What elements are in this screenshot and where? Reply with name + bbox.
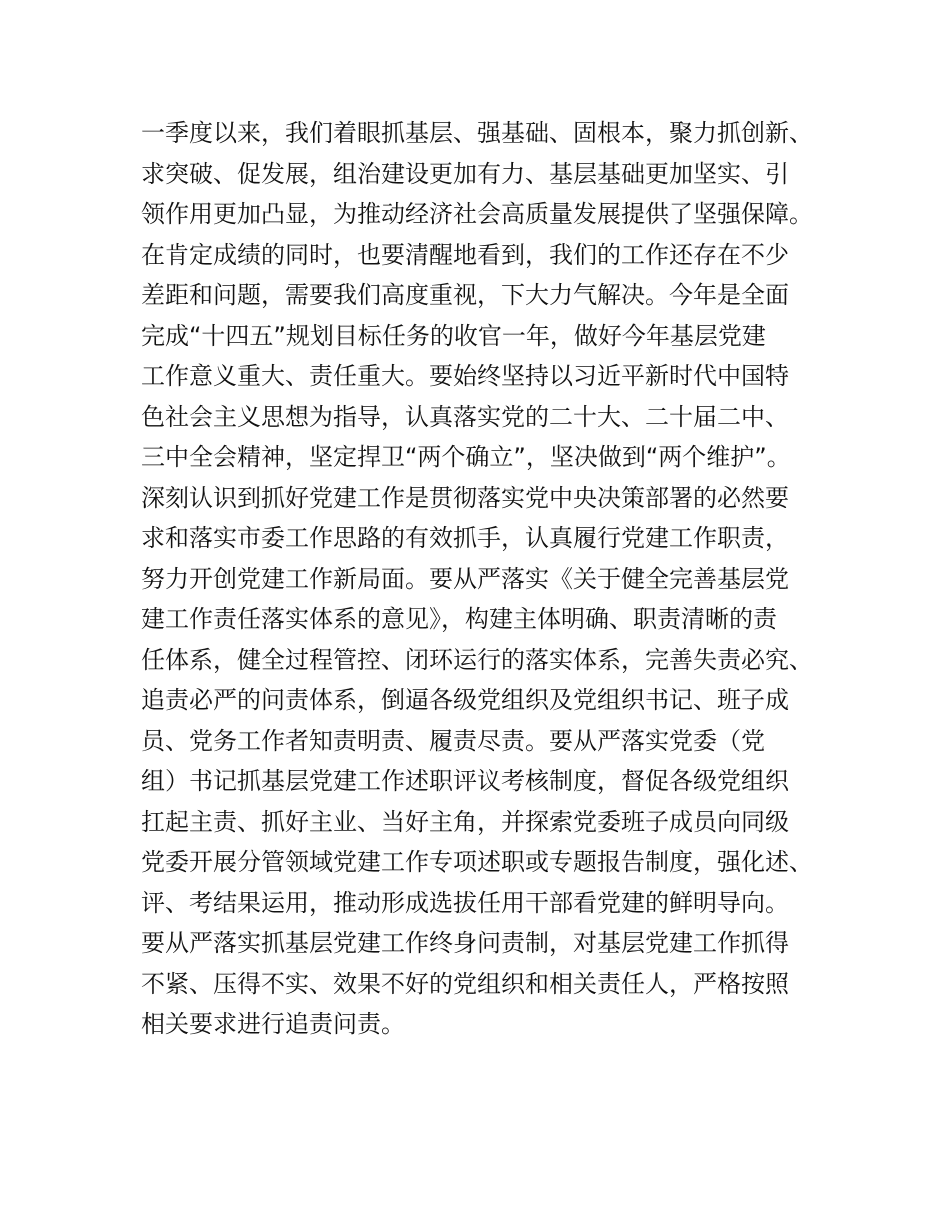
text-line: 努力开创党建工作新局面。要从严落实《关于健全完善基层党 (141, 564, 789, 593)
text-line: 任体系，健全过程管控、闭环运行的落实体系，完善失责必究、 (141, 645, 813, 674)
text-line: 不紧、压得不实、效果不好的党组织和相关责任人，严格按照 (141, 969, 789, 998)
text-line: 要从严落实抓基层党建工作终身问责制，对基层党建工作抓得 (141, 929, 789, 957)
text-line: 一季度以来，我们着眼抓基层、强基础、固根本，聚力抓创新、 (141, 119, 813, 147)
text-line: 工作意义重大、责任重大。要始终坚持以习近平新时代中国特 (141, 362, 789, 390)
body-paragraph (141, 113, 841, 1045)
text-line: 在肯定成绩的同时，也要清醒地看到，我们的工作还存在不少 (141, 240, 789, 269)
text-line: 组）书记抓基层党建工作述职评议考核制度，督促各级党组织 (141, 767, 789, 795)
text-line: 扛起主责、抓好主业、当好主角，并探索党委班子成员向同级 (141, 807, 789, 836)
text-line: 求和落实市委工作思路的有效抓手，认真履行党建工作职责， (141, 524, 789, 552)
text-line: 评、考结果运用，推动形成选拔任用干部看党建的鲜明导向。 (141, 888, 789, 917)
text-line: 员、党务工作者知责明责、履责尽责。要从严落实党委（党 (141, 726, 765, 755)
text-line: 三中全会精神，坚定捍卫“两个确立”，坚决做到“两个维护”。 (141, 443, 791, 471)
text-line: 领作用更加凸显，为推动经济社会高质量发展提供了坚强保障。 (141, 200, 813, 228)
text-line: 深刻认识到抓好党建工作是贯彻落实党中央决策部署的必然要 (141, 483, 789, 512)
text-line: 完成“十四五”规划目标任务的收官一年，做好今年基层党建 (141, 321, 766, 350)
text-line: 色社会主义思想为指导，认真落实党的二十大、二十届二中、 (141, 402, 789, 431)
text-line: 相关要求进行追责问责。 (141, 1010, 405, 1038)
text-line: 差距和问题，需要我们高度重视，下大力气解决。今年是全面 (141, 281, 789, 309)
text-line: 追责必严的问责体系，倒逼各级党组织及党组织书记、班子成 (141, 686, 789, 714)
text-line: 求突破、促发展，组治建设更加有力、基层基础更加坚实、引 (141, 159, 789, 188)
text-line: 建工作责任落实体系的意见》，构建主体明确、职责清晰的责 (141, 605, 777, 633)
text-line: 党委开展分管领域党建工作专项述职或专题报告制度，强化述、 (141, 848, 813, 876)
